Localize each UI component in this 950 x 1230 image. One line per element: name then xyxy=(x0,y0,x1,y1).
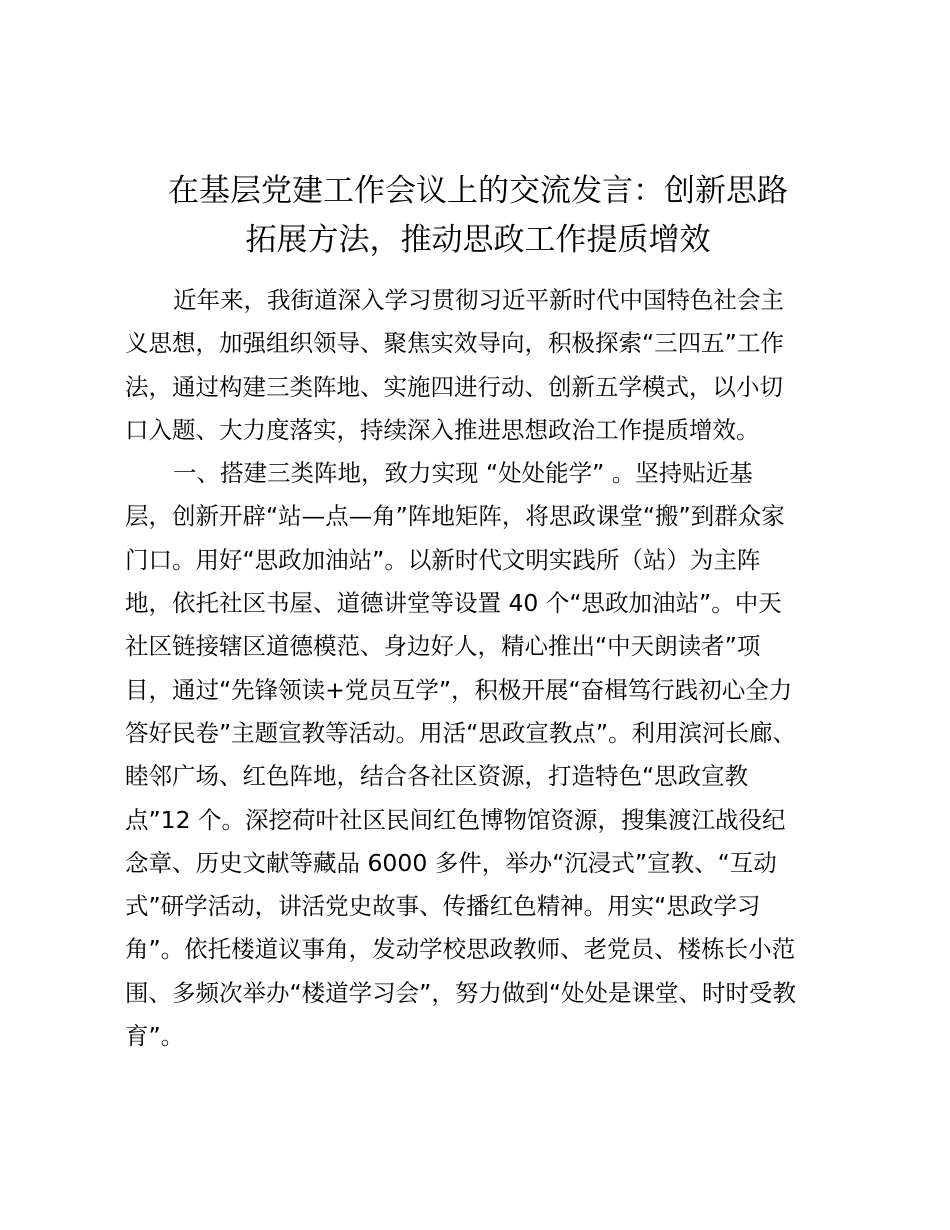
text-line: 点”12 个。深挖荷叶社区民间红色博物馆资源，搜集渡江战役纪 xyxy=(125,805,786,834)
document-body xyxy=(125,279,845,1058)
text-line: 社区链接辖区道德模范、身边好人，精心推出“中天朗读者”项 xyxy=(125,632,761,661)
text-line: 角”。依托楼道议事角，发动学校思政教师、老党员、楼栋长小范 xyxy=(125,935,796,964)
text-line: 门口。用好“思政加油站”。以新时代文明实践所（站）为主阵 xyxy=(125,545,761,574)
text-line: 一、搭建三类阵地，致力实现 “处处能学” 。坚持贴近基 xyxy=(173,459,753,488)
text-line: 法，通过构建三类阵地、实施四进行动、创新五学模式，以小切 xyxy=(125,372,783,401)
text-line: 答好民卷”主题宣教等活动。用活“思政宣教点”。利用滨河长廊、 xyxy=(125,718,797,747)
paragraph-intro xyxy=(125,279,845,452)
text-line: 层，创新开辟“站—点—角”阵地矩阵，将思政课堂“搬”到群众家 xyxy=(125,502,785,531)
text-line: 念章、历史文献等藏品 6000 多件，举办“沉浸式”宣教、“互动 xyxy=(125,848,777,877)
paragraph-section-one xyxy=(125,452,845,1058)
document-title-line-2: 拓展方法，推动思政工作提质增效 xyxy=(245,222,711,258)
text-line: 式”研学活动，讲活党史故事、传播红色精神。用实“思政学习 xyxy=(125,892,761,921)
text-line: 口入题、大力度落实，持续深入推进思想政治工作提质增效。 xyxy=(125,415,760,444)
document-title-line-1: 在基层党建工作会议上的交流发言：创新思路 xyxy=(168,173,788,209)
text-line: 地，依托社区书屋、道德讲堂等设置 40 个“思政加油站”。中天 xyxy=(125,589,782,618)
text-line: 义思想，加强组织领导、聚焦实效导向，积极探索“三四五”工作 xyxy=(125,329,784,358)
text-line: 近年来，我街道深入学习贯彻习近平新时代中国特色社会主 xyxy=(173,286,784,314)
text-line: 睦邻广场、红色阵地，结合各社区资源，打造特色“思政宣教 xyxy=(125,762,749,791)
text-line: 育”。 xyxy=(125,1022,185,1051)
text-line: 目，通过“先锋领读+党员互学”，积极开展“奋楫笃行践初心全力 xyxy=(125,675,793,704)
text-line: 围、多频次举办“楼道学习会”，努力做到“处处是课堂、时时受教 xyxy=(125,978,797,1007)
